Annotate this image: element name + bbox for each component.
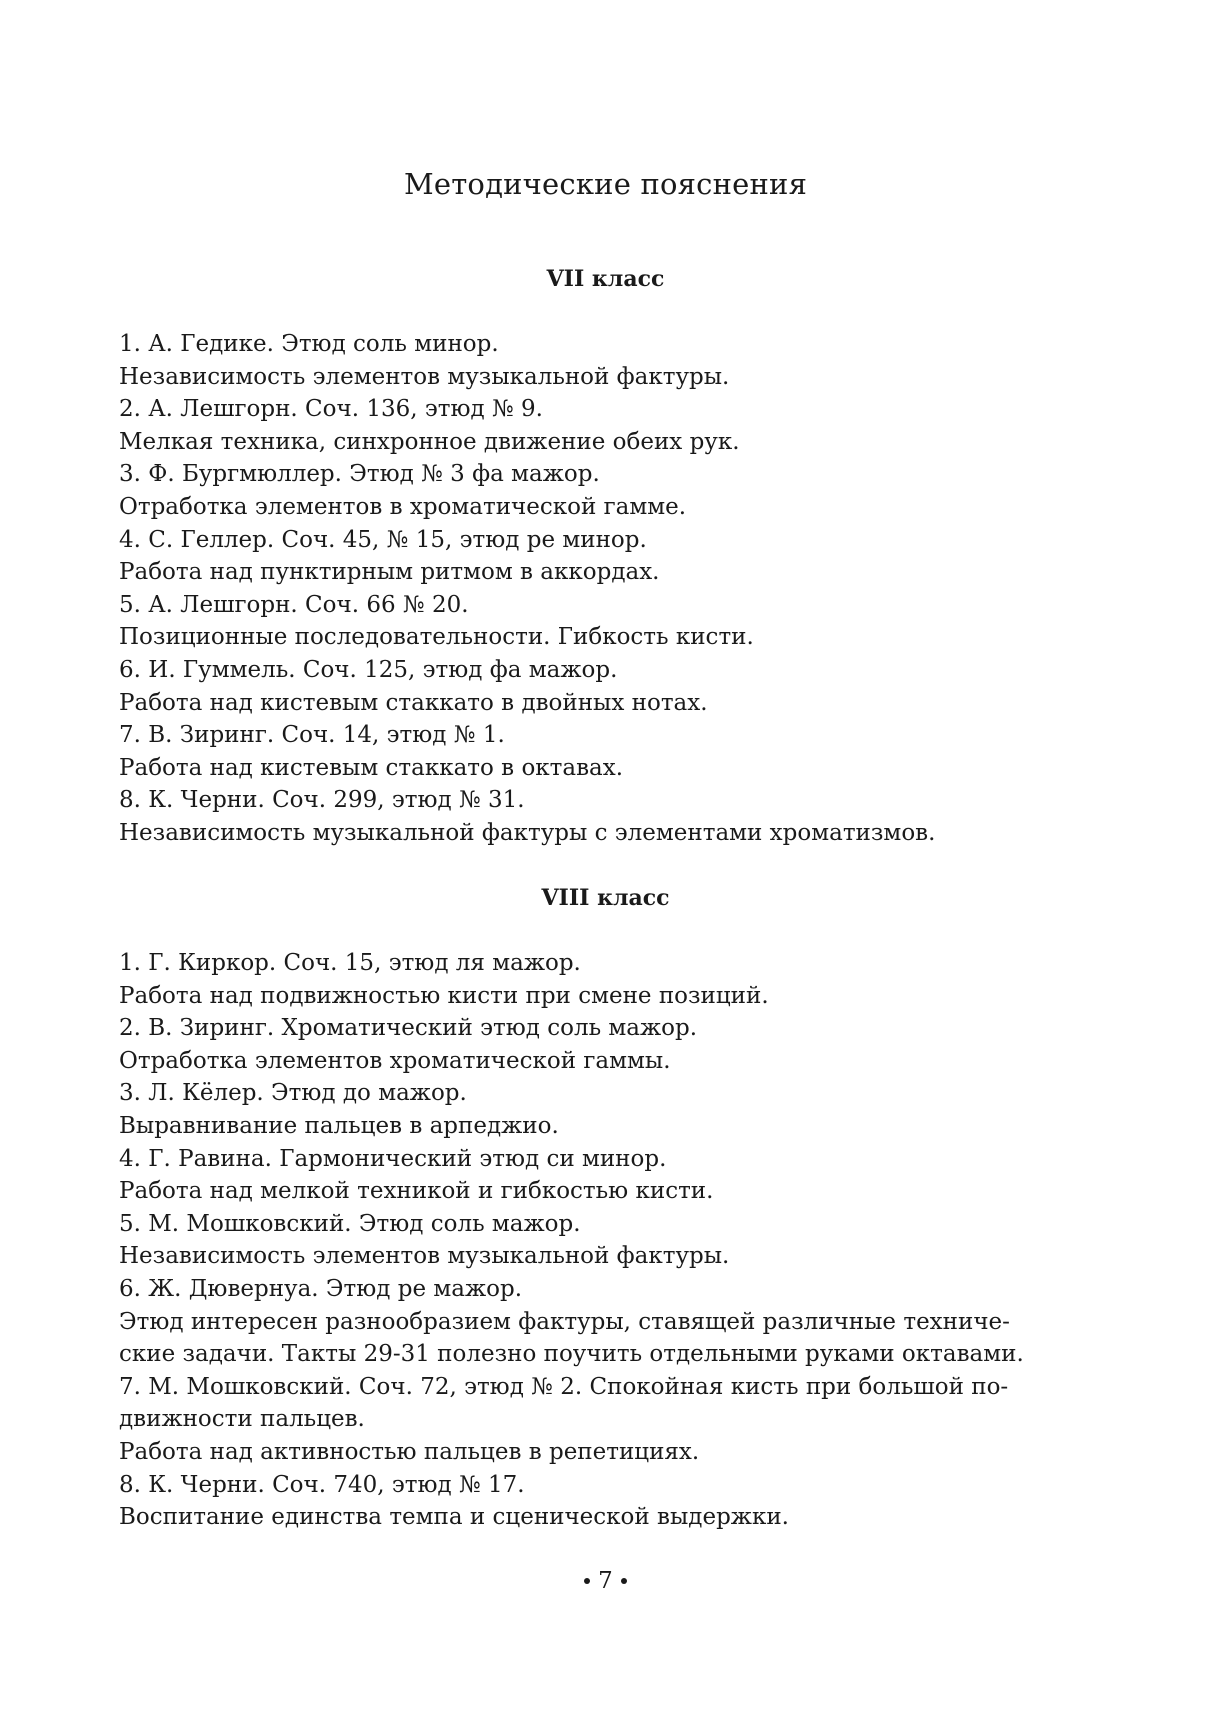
entry-line: Работа над активностью пальцев в репетициях. — [119, 1438, 700, 1465]
section-heading-viii: VIII класс — [541, 885, 670, 911]
entry-line: 7. В. Зиринг. Соч. 14, этюд № 1. — [119, 722, 505, 749]
entry-line: Работа над кистевым стаккато в двойных нотах. — [119, 689, 708, 716]
entry-line: Мелкая техника, синхронное движение обеих рук. — [119, 428, 740, 455]
entry-line: 6. Ж. Дювернуа. Этюд ре мажор. — [119, 1275, 523, 1302]
entry-line: Независимость музыкальной фактуры с элементами хроматизмов. — [119, 819, 936, 846]
bullet-dot-icon — [621, 1578, 627, 1584]
section-heading-vii: VII класс — [546, 266, 665, 292]
entry-line: 5. М. Мошковский. Этюд соль мажор. — [119, 1210, 581, 1237]
entry-line: 2. А. Лешгорн. Соч. 136, этюд № 9. — [119, 396, 543, 423]
entry-line: 3. Ф. Бургмюллер. Этюд № 3 фа мажор. — [119, 461, 600, 488]
entries-list-viii — [119, 947, 1079, 1534]
page-number-value: 7 — [598, 1568, 613, 1594]
entry-line: Работа над мелкой техникой и гибкостью кисти. — [119, 1178, 714, 1205]
entry-line: 2. В. Зиринг. Хроматический этюд соль мажор. — [119, 1015, 698, 1042]
entry-line: 6. И. Гуммель. Соч. 125, этюд фа мажор. — [119, 656, 618, 683]
entry-line: 8. К. Черни. Соч. 299, этюд № 31. — [119, 787, 525, 814]
entry-line: 4. С. Геллер. Соч. 45, № 15, этюд ре минор. — [119, 526, 647, 553]
page-number — [0, 1565, 1211, 1597]
entry-line: ские задачи. Такты 29-31 полезно поучить отдельными руками октавами. — [119, 1341, 1024, 1368]
entry-line: 1. Г. Киркор. Соч. 15, этюд ля мажор. — [119, 950, 581, 976]
entry-line: Работа над пунктирным ритмом в аккордах. — [119, 559, 660, 586]
entry-line: движности пальцев. — [119, 1406, 365, 1433]
entry-line: 5. А. Лешгорн. Соч. 66 № 20. — [119, 591, 469, 618]
entry-line: 3. Л. Кёлер. Этюд до мажор. — [119, 1080, 467, 1107]
entry-line: Отработка элементов в хроматической гамме. — [119, 493, 687, 520]
entry-line: 4. Г. Равина. Гармонический этюд си минор. — [119, 1145, 667, 1172]
entry-line: Этюд интересен разнообразием фактуры, ставящей различные техниче- — [119, 1308, 1010, 1335]
page-title: Методические пояснения — [403, 167, 808, 201]
entry-line: Работа над кистевым стаккато в октавах. — [119, 754, 624, 781]
entry-line: 8. К. Черни. Соч. 740, этюд № 17. — [119, 1471, 525, 1498]
entry-line: Работа над подвижностью кисти при смене позиций. — [119, 982, 769, 1009]
entry-line: Воспитание единства темпа и сценической выдержки. — [119, 1504, 789, 1531]
bullet-dot-icon — [584, 1578, 590, 1584]
entry-line: Позиционные последовательности. Гибкость кисти. — [119, 624, 754, 651]
entry-line: 1. А. Гедике. Этюд соль минор. — [119, 331, 499, 357]
entry-line: Выравнивание пальцев в арпеджио. — [119, 1112, 559, 1139]
entries-list-vii — [119, 328, 1079, 850]
entry-line: Независимость элементов музыкальной фактуры. — [119, 1243, 730, 1270]
entry-line: Отработка элементов хроматической гаммы. — [119, 1047, 671, 1074]
entry-line: 7. М. Мошковский. Соч. 72, этюд № 2. Спокойная кисть при большой по- — [119, 1373, 1009, 1400]
entry-line: Независимость элементов музыкальной фактуры. — [119, 363, 730, 390]
